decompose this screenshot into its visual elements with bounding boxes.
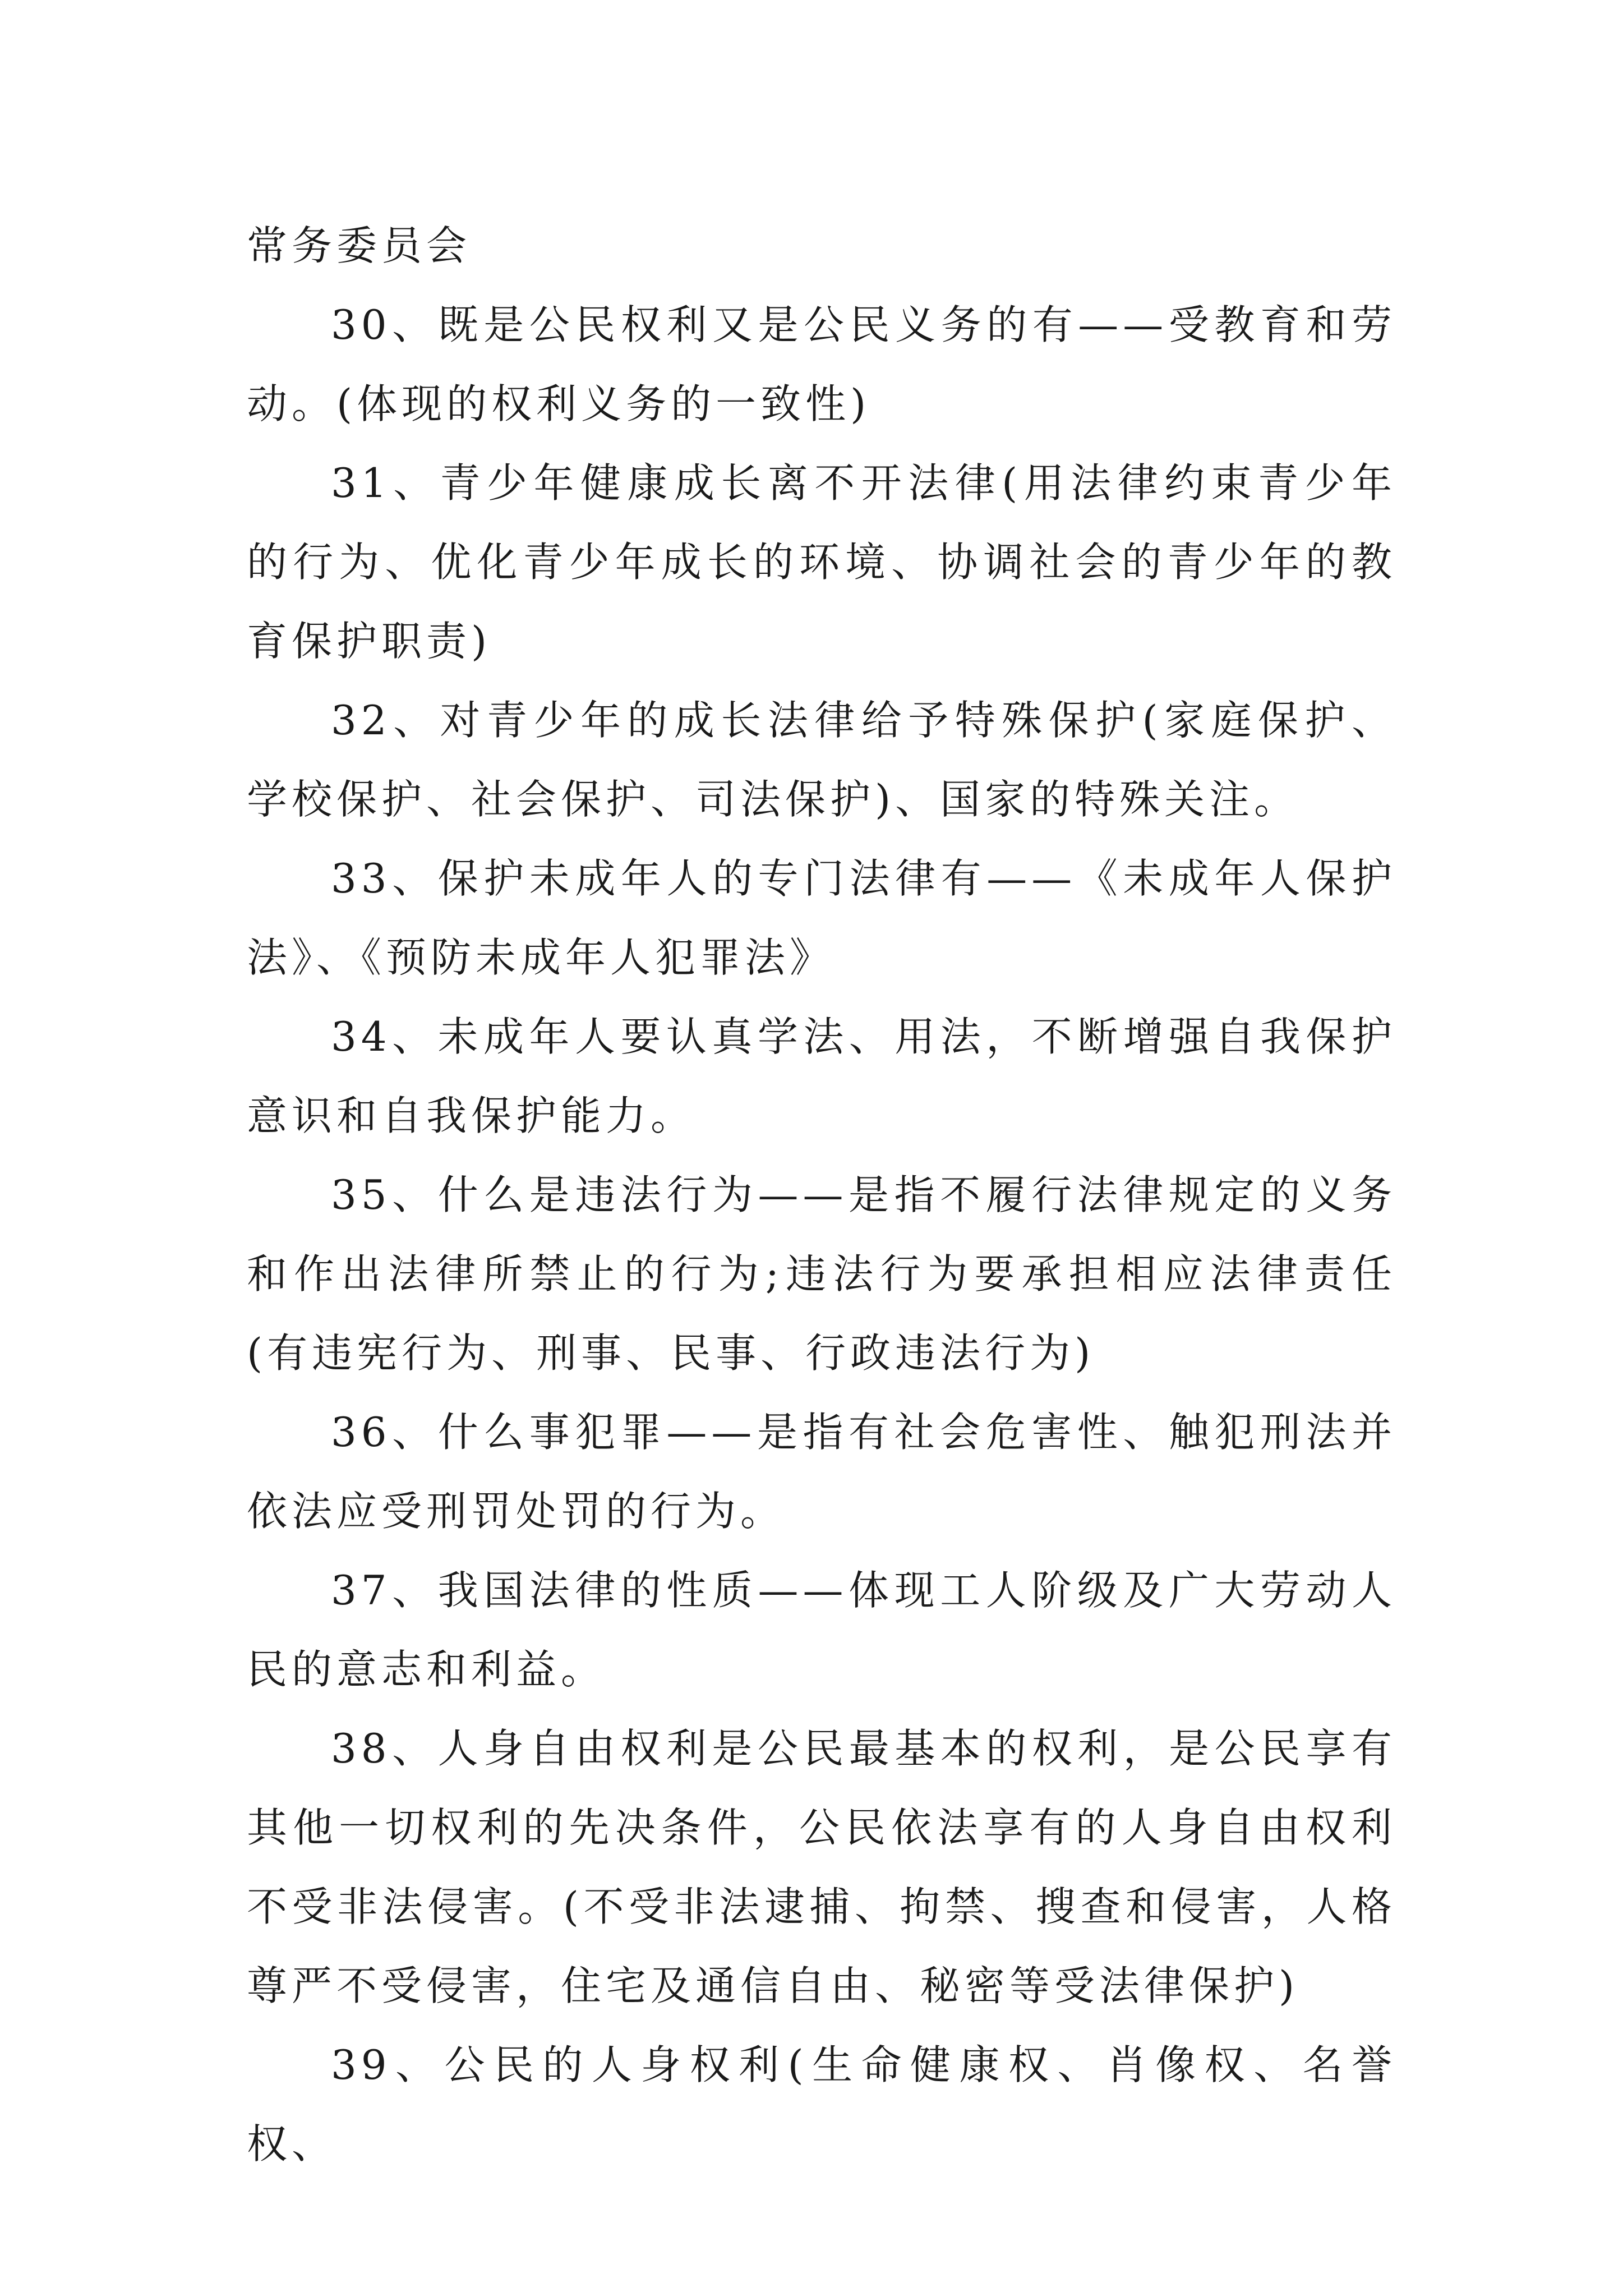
paragraph-item-33: 33、保护未成年人的专门法律有——《未成年人保护法》、《预防未成年人犯罪法》 — [247, 855, 1396, 981]
paragraph-item-32: 32、对青少年的成长法律给予特殊保护(家庭保护、学校保护、社会保护、司法保护)、国家的特殊关注。 — [247, 697, 1396, 823]
paragraph-item-30: 30、既是公民权利又是公民义务的有——受教育和劳动。(体现的权利义务的一致性) — [247, 301, 1396, 427]
paragraph-item-39: 39、公民的人身权利(生命健康权、肖像权、名誉权、 — [247, 2041, 1396, 2168]
paragraph-item-38: 38、人身自由权利是公民最基本的权利，是公民享有其他一切权利的先决条件，公民依法享有的人身自由权利不受非法侵害。(不受非法逮捕、拘禁、搜查和侵害，人格尊严不受侵害，住宅及通信自由、秘密等受法律保护) — [247, 1725, 1396, 2009]
paragraph-continuation: 常务委员会 — [247, 222, 472, 269]
paragraph-item-31: 31、青少年健康成长离不开法律(用法律约束青少年的行为、优化青少年成长的环境、协调社会的青少年的教育保护职责) — [247, 459, 1396, 665]
paragraph-item-34: 34、未成年人要认真学法、用法，不断增强自我保护意识和自我保护能力。 — [247, 1013, 1396, 1139]
paragraph-item-36: 36、什么事犯罪——是指有社会危害性、触犯刑法并依法应受刑罚处罚的行为。 — [247, 1409, 1396, 1535]
paragraph-item-35: 35、什么是违法行为——是指不履行法律规定的义务和作出法律所禁止的行为;违法行为要承担相应法律责任(有违宪行为、刑事、民事、行政违法行为) — [247, 1171, 1396, 1377]
document-body — [247, 206, 1396, 2184]
paragraph-item-37: 37、我国法律的性质——体现工人阶级及广大劳动人民的意志和利益。 — [247, 1567, 1396, 1693]
